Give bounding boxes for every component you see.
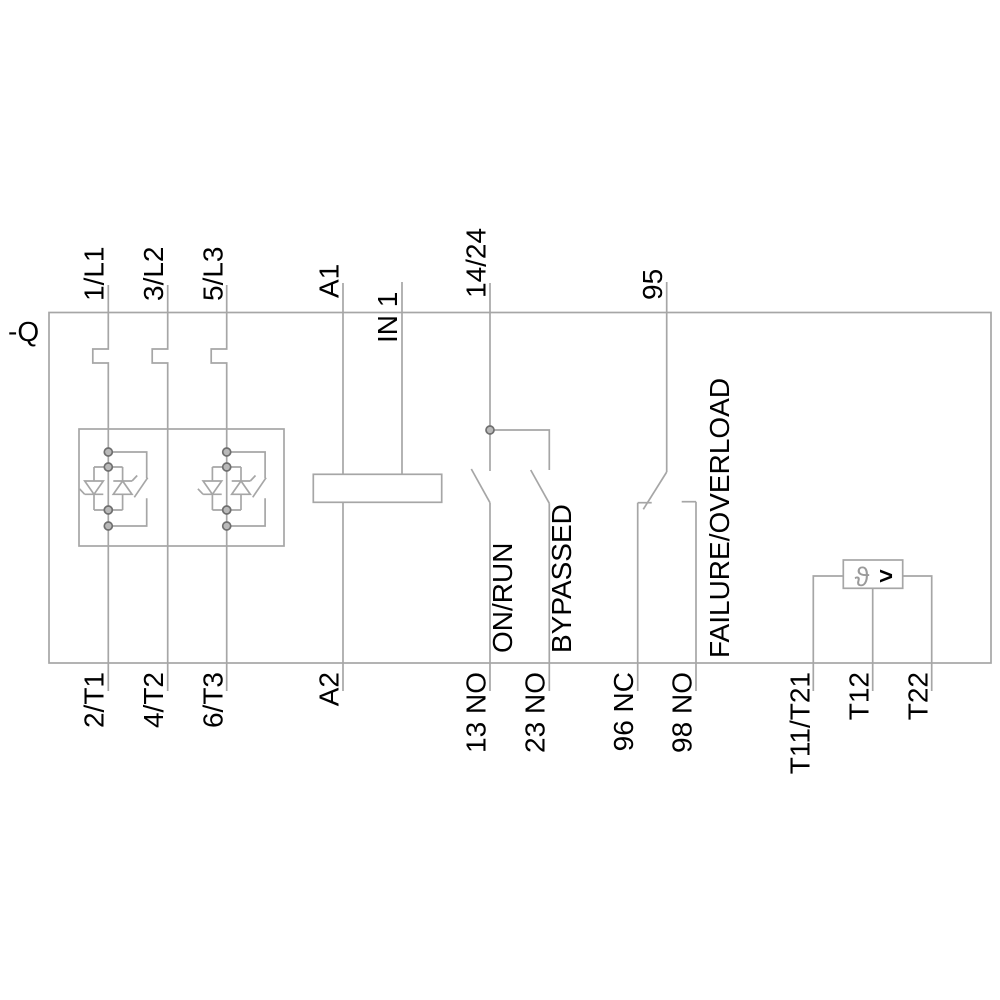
- function-labels: [487, 378, 735, 658]
- junction-dot: [223, 506, 231, 514]
- junction-dot: [104, 448, 112, 456]
- device-tag-label: -Q: [8, 316, 40, 347]
- annotation-onrun: ON/RUN: [487, 542, 518, 653]
- thyristor-unit-l1: [80, 452, 148, 526]
- thyristor-gate-lead: [132, 476, 137, 482]
- thyristor-down-icon: [85, 481, 104, 494]
- junction-dot: [223, 448, 231, 456]
- thermistor-block: [813, 560, 931, 691]
- bypass-contact-blade: [253, 478, 266, 498]
- annotation-bypassed: BYPASSED: [546, 504, 577, 653]
- thyristor-up-icon: [232, 481, 251, 494]
- bottom-terminal-labels: [79, 672, 934, 774]
- terminal-label-98no: 98 NO: [666, 672, 698, 753]
- terminal-label-5l3: 5/L3: [197, 246, 229, 301]
- no-contact-23-blade: [531, 470, 550, 503]
- theta-icon: ϑ: [854, 562, 870, 592]
- control-block-box: [313, 474, 441, 502]
- annotation-failure-overload: FAILURE/OVERLOAD: [704, 377, 735, 658]
- thyristor-down-icon: [203, 481, 222, 494]
- thermistor-box: [843, 560, 902, 588]
- terminal-label-4t2: 4/T2: [138, 672, 169, 729]
- terminal-label-t12: T12: [843, 672, 875, 721]
- terminal-label-3l2: 3/L2: [138, 246, 169, 301]
- terminal-label-96nc: 96 NC: [608, 672, 639, 752]
- bypass-wire-top: [227, 452, 265, 478]
- wire-branch-24: [490, 430, 549, 470]
- device-outline-box: [49, 313, 991, 664]
- wire-t11t21: [813, 576, 843, 691]
- bypass-contact-blade: [134, 478, 147, 498]
- changeover-blade: [643, 472, 666, 509]
- thyristor-gate-lead: [250, 476, 255, 482]
- terminal-label-95: 95: [637, 268, 668, 300]
- junction-dot: [486, 426, 494, 434]
- phase-l2-line: [152, 285, 168, 691]
- junction-dot: [223, 522, 231, 530]
- greater-than-icon: >: [878, 563, 894, 590]
- phase-lines: [93, 285, 227, 691]
- changeover-contact: [638, 282, 696, 691]
- junction-dot: [104, 522, 112, 530]
- phase-l3-line: [211, 285, 227, 691]
- terminal-label-1424: 14/24: [460, 227, 492, 298]
- terminal-label-23no: 23 NO: [519, 672, 551, 753]
- terminal-label-1l1: 1/L1: [78, 246, 110, 301]
- no-contact-13-blade: [471, 469, 490, 503]
- thyristor-up-icon: [113, 481, 132, 494]
- terminal-label-a1: A1: [313, 263, 345, 298]
- terminal-label-in1: IN 1: [372, 291, 403, 343]
- terminal-label-t11t21: T11/T21: [784, 672, 816, 775]
- terminal-label-6t3: 6/T3: [197, 672, 229, 729]
- thyristor-gate-lead: [198, 489, 203, 495]
- terminal-label-13no: 13 NO: [460, 672, 492, 753]
- bypass-wire-bottom: [227, 498, 265, 526]
- phase-l1-line: [93, 285, 109, 691]
- junction-dot: [104, 506, 112, 514]
- junction-dot: [223, 463, 231, 471]
- terminal-label-a2: A2: [313, 672, 345, 707]
- terminal-label-t22: T22: [902, 672, 934, 721]
- bypass-wire-top: [108, 452, 146, 478]
- bypass-wire-bottom: [108, 498, 146, 526]
- thyristor-unit-l3: [198, 452, 266, 526]
- terminal-label-2t1: 2/T1: [78, 672, 110, 729]
- thyristor-gate-lead: [80, 489, 85, 495]
- junction-dots: [104, 426, 494, 530]
- junction-dot: [104, 463, 112, 471]
